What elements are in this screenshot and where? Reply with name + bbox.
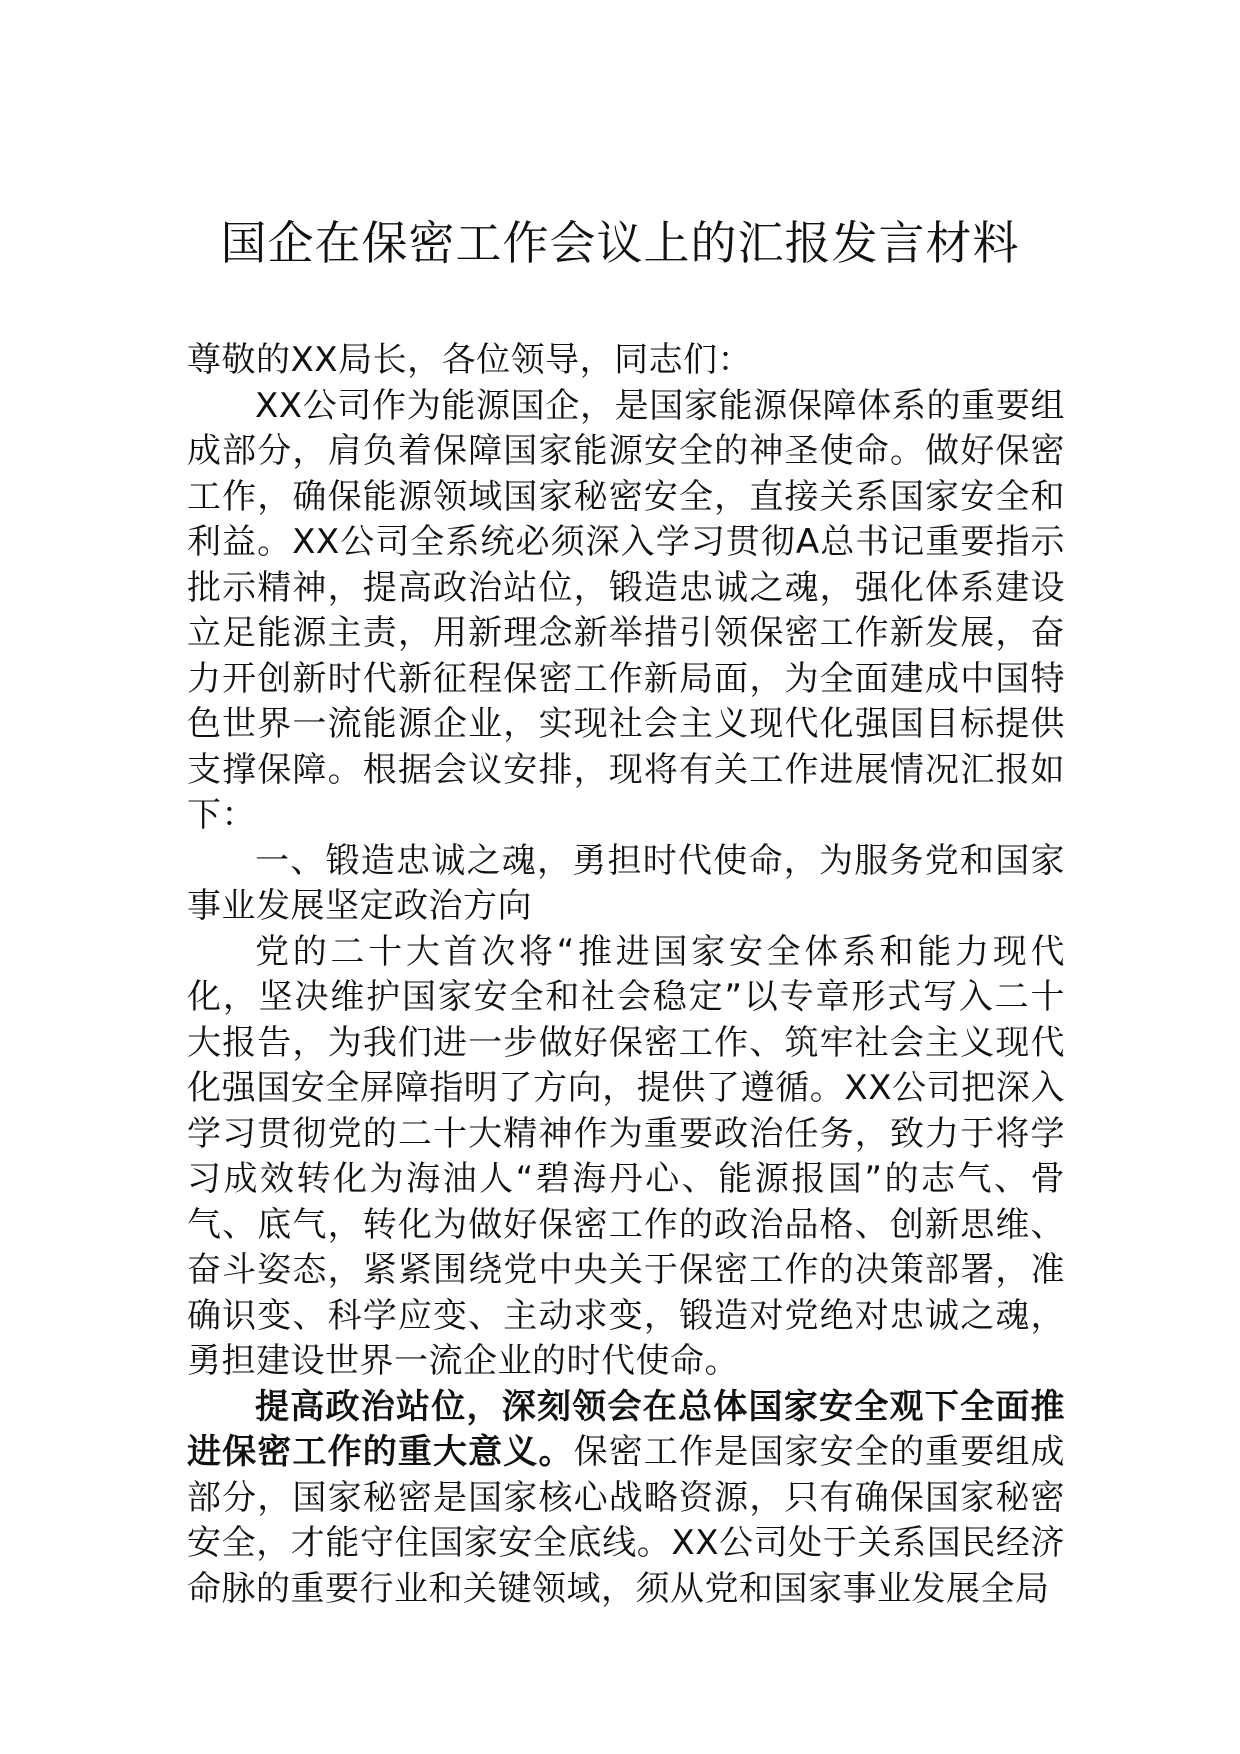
point-1-paragraph xyxy=(187,1385,1065,1613)
document-title: 国企在保密工作会议上的汇报发言材料 xyxy=(220,216,1020,270)
salutation: 尊敬的XX局长，各位领导，同志们： xyxy=(187,340,753,380)
document-body xyxy=(187,338,1065,1612)
section-heading-1: 一、锻造忠诚之魂，勇担时代使命，为服务党和国家事业发展坚定政治方向 xyxy=(187,840,1065,926)
point-1-text: 保密工作是国家安全的重要组成部分，国家秘密是国家核心战略资源，只有确保国家秘密安全，才能守住国家安全底线。XX公司处于关系国民经济命脉的重要行业和关键领域，须从党和国家事业发展全局 xyxy=(187,1432,1066,1609)
section-1-paragraph: 党的二十大首次将“推进国家安全体系和能力现代化，坚决维护国家安全和社会稳定”以专章形式写入二十大报告，为我们进一步做好保密工作、筑牢社会主义现代化强国安全屏障指明了方向，提供了遵循。XX公司把深入学习贯彻党的二十大精神作为重要政治任务，致力于将学习成效转化为海油人“碧海丹心、能源报国”的志气、骨气、底气，转化为做好保密工作的政治品格、创新思维、奋斗姿态，紧紧围绕党中央关于保密工作的决策部署，准确识变、科学应变、主动求变，锻造对党绝对忠诚之魂，勇担建设世界一流企业的时代使命。 xyxy=(187,931,1065,1381)
intro-paragraph: XX公司作为能源国企，是国家能源保障体系的重要组成部分，肩负着保障国家能源安全的神圣使命。做好保密工作，确保能源领域国家秘密安全，直接关系国家安全和利益。XX公司全系统必须深入学习贯彻A总书记重要指示批示精神，提高政治站位，锻造忠诚之魂，强化体系建设立足能源主责，用新理念新举措引领保密工作新发展，奋力开创新时代新征程保密工作新局面，为全面建成中国特色世界一流能源企业，实现社会主义现代化强国目标提供支撑保障。根据会议安排，现将有关工作进展情况汇报如下： xyxy=(187,385,1065,835)
point-1-lead: 提高政治站位，深刻领会在总体国家安全观下全面推进保密工作的重大意义。 xyxy=(187,1386,1065,1472)
